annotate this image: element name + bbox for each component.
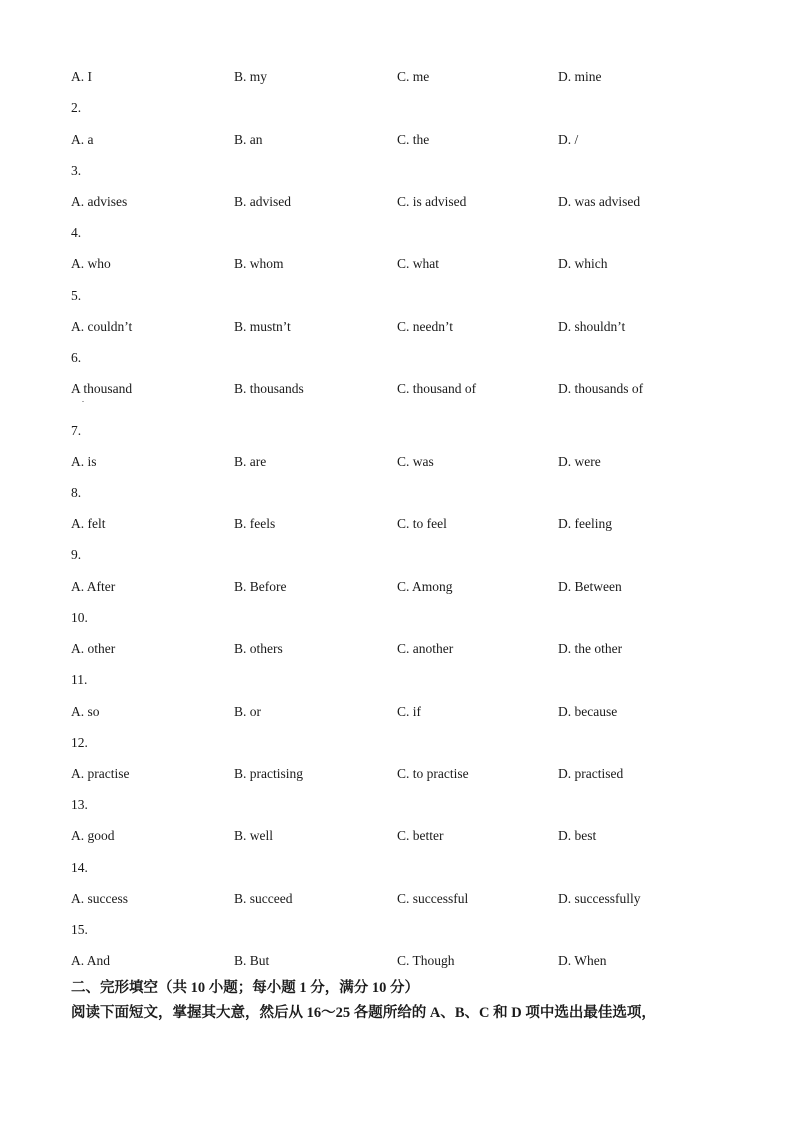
- options-row-q3: [71, 194, 751, 210]
- question-number-13: 13.: [71, 797, 88, 812]
- option-b: B. well: [234, 828, 273, 843]
- option-c: C. was: [397, 454, 434, 469]
- question-number-14: 14.: [71, 860, 88, 875]
- option-d: D. practised: [558, 766, 624, 781]
- option-d: D. thousands of: [558, 381, 644, 396]
- option-b: B. my: [234, 69, 268, 84]
- option-d: D. the other: [558, 641, 623, 656]
- options-row-q9: [71, 579, 751, 595]
- option-d: D. mine: [558, 69, 602, 84]
- question-number-10: 10.: [71, 610, 88, 625]
- question-number-3: 3.: [71, 163, 82, 178]
- section-heading: 二、完形填空（共 10 小题；每小题 1 分，满分 10 分）: [71, 980, 419, 996]
- options-row-q6: [71, 381, 751, 404]
- option-c: C. if: [397, 704, 422, 719]
- stray-dot-mark: .: [82, 395, 84, 404]
- options-row-q7: [71, 454, 751, 470]
- question-number-4: 4.: [71, 225, 82, 240]
- option-c: C. to practise: [397, 766, 469, 781]
- option-a: A. And: [71, 953, 111, 968]
- options-row-q11: [71, 704, 751, 720]
- options-row-q2: [71, 132, 751, 148]
- option-a: A. who: [71, 256, 111, 271]
- option-b: B. are: [234, 454, 267, 469]
- option-d: D. /: [558, 132, 579, 147]
- option-b: B. practising: [234, 766, 303, 781]
- option-a: A. I: [71, 69, 92, 84]
- options-row-q14: [71, 891, 751, 907]
- option-c: C. needn’t: [397, 319, 453, 334]
- option-c: C. the: [397, 132, 430, 147]
- option-d: D. because: [558, 704, 618, 719]
- option-d: D. Between: [558, 579, 622, 594]
- option-b: B. whom: [234, 256, 284, 271]
- option-a: A. felt: [71, 516, 106, 531]
- question-number-5: 5.: [71, 288, 82, 303]
- option-c: C. what: [397, 256, 439, 271]
- option-c: C. me: [397, 69, 430, 84]
- question-number-2: 2.: [71, 100, 82, 115]
- option-c: C. another: [397, 641, 454, 656]
- option-d: D. which: [558, 256, 608, 271]
- option-d: D. shouldn’t: [558, 319, 626, 334]
- option-b: B. Before: [234, 579, 287, 594]
- option-d: D. successfully: [558, 891, 641, 906]
- option-a: A. other: [71, 641, 116, 656]
- option-a: A. is: [71, 454, 97, 469]
- question-number-15: 15.: [71, 922, 88, 937]
- option-b: B. an: [234, 132, 263, 147]
- option-a: A. success: [71, 891, 128, 906]
- option-c: C. Among: [397, 579, 453, 594]
- option-d: D. best: [558, 828, 597, 843]
- options-row-q12: [71, 766, 751, 782]
- options-row-q13: [71, 828, 751, 844]
- option-b: B. mustn’t: [234, 319, 291, 334]
- question-number-6: 6.: [71, 350, 82, 365]
- option-a: A. a: [71, 132, 94, 147]
- option-c: C. successful: [397, 891, 469, 906]
- option-c: C. better: [397, 828, 444, 843]
- options-row-q5: [71, 319, 751, 335]
- option-a: A. good: [71, 828, 115, 843]
- option-b: B. advised: [234, 194, 291, 209]
- question-number-7: 7.: [71, 423, 82, 438]
- option-a: A. couldn’t: [71, 319, 133, 334]
- option-b: B. or: [234, 704, 261, 719]
- option-d: D. was advised: [558, 194, 641, 209]
- option-a: A. advises: [71, 194, 128, 209]
- section-instruction: 阅读下面短文，掌握其大意，然后从 16～25 各题所给的 A、B、C 和 D 项中选出最佳选项，: [71, 1005, 656, 1021]
- option-b: B. thousands: [234, 381, 304, 396]
- option-b: B. others: [234, 641, 283, 656]
- option-a: A. After: [71, 579, 116, 594]
- option-c: C. thousand of: [397, 381, 477, 396]
- options-row-q10: [71, 641, 751, 657]
- options-row-q4: [71, 256, 751, 272]
- option-d: D. When: [558, 953, 607, 968]
- options-row-q15: [71, 953, 751, 969]
- option-a: A. practise: [71, 766, 130, 781]
- option-d: D. feeling: [558, 516, 612, 531]
- options-row-q8: [71, 516, 751, 532]
- option-b: B. feels: [234, 516, 276, 531]
- option-b: B. But: [234, 953, 270, 968]
- question-number-8: 8.: [71, 485, 82, 500]
- option-c: C. is advised: [397, 194, 467, 209]
- option-a: A thousand: [71, 381, 133, 396]
- option-b: B. succeed: [234, 891, 293, 906]
- question-number-12: 12.: [71, 735, 88, 750]
- option-a: A. so: [71, 704, 100, 719]
- options-row-q1: [71, 69, 751, 85]
- option-d: D. were: [558, 454, 601, 469]
- option-c: C. Though: [397, 953, 455, 968]
- question-number-11: 11.: [71, 672, 88, 687]
- question-number-9: 9.: [71, 547, 82, 562]
- option-c: C. to feel: [397, 516, 447, 531]
